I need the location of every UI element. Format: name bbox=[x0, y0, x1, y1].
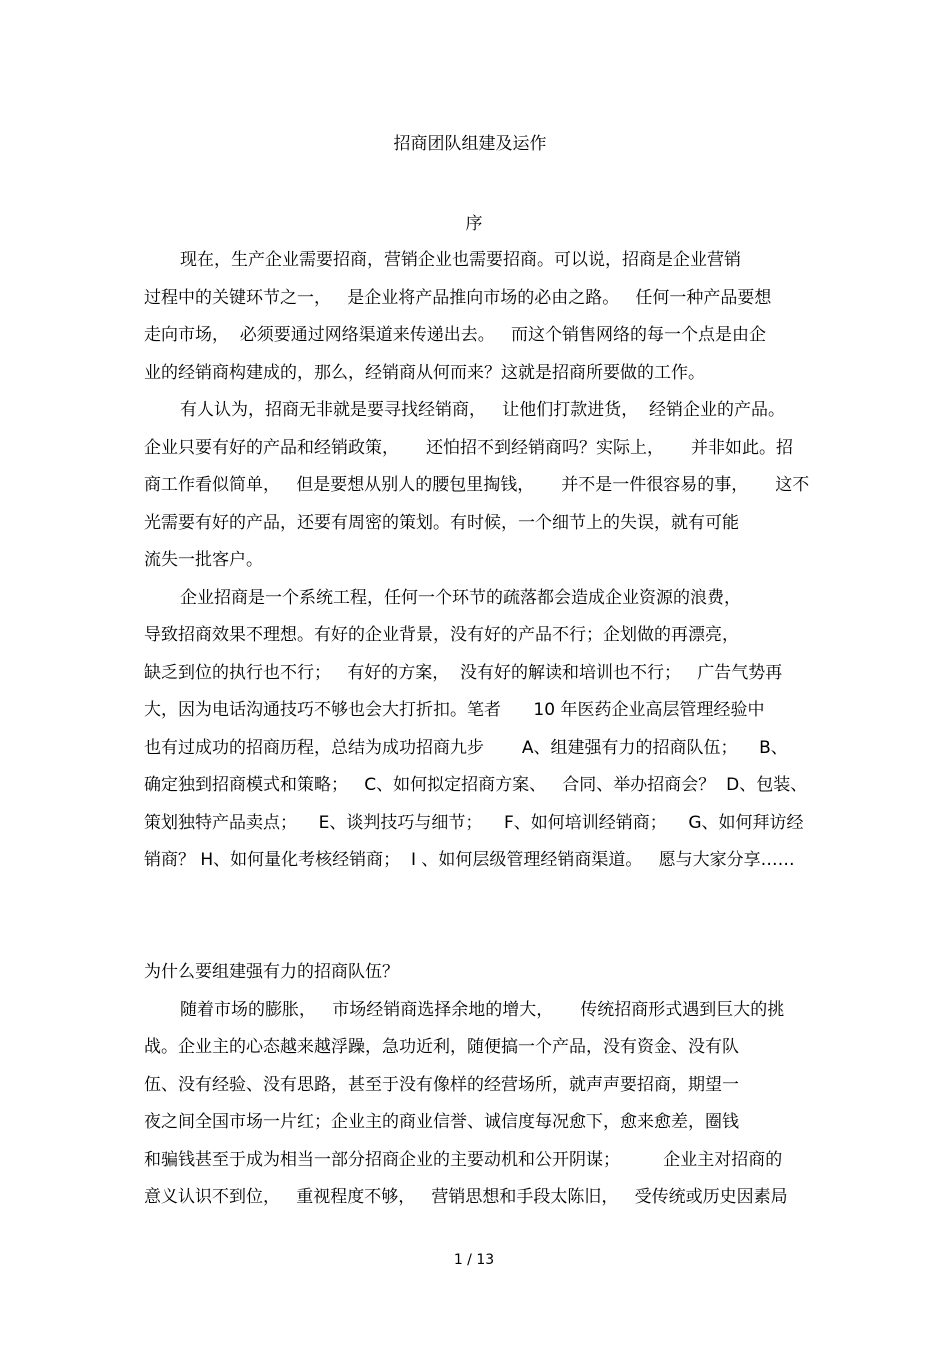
paragraph-line: 现在，生产企业需要招商，营销企业也需要招商。可以说，招商是企业营销 bbox=[180, 250, 741, 270]
paragraph-line: 也有过成功的招商历程，总结为成功招商九步 A、组建强有力的招商队伍； B、 bbox=[144, 738, 788, 758]
paragraph-line: 过程中的关键环节之一， 是企业将产品推向市场的必由之路。 任何一种产品要想 bbox=[144, 288, 772, 308]
paragraph-line: 夜之间全国市场一片红；企业主的商业信誉、诚信度每况愈下，愈来愈差，圈钱 bbox=[144, 1112, 739, 1132]
paragraph-line: 随着市场的膨胀， 市场经销商选择余地的增大， 传统招商形式遇到巨大的挑 bbox=[180, 1000, 785, 1020]
paragraph-line: 意义认识不到位， 重视程度不够， 营销思想和手段太陈旧， 受传统或历史因素局 bbox=[144, 1187, 788, 1207]
paragraph-line: 导致招商效果不理想。有好的企业背景，没有好的产品不行；企划做的再漂亮， bbox=[144, 625, 739, 645]
page-number: 1 / 13 bbox=[453, 1252, 495, 1268]
paragraph-line: 大，因为电话沟通技巧不够也会大打折扣。笔者 10 年医药企业高层管理经验中 bbox=[144, 700, 765, 720]
paragraph-line: 缺乏到位的执行也不行； 有好的方案， 没有好的解读和培训也不行； 广告气势再 bbox=[144, 663, 783, 683]
paragraph-line: 确定独到招商模式和策略； C、如何拟定招商方案、 合同、举办招商会？ D、包装、 bbox=[144, 775, 808, 795]
paragraph-line: 企业只要有好的产品和经销政策， 还怕招不到经销商吗？实际上， 并非如此。招 bbox=[144, 438, 794, 458]
paragraph-line: 流失一批客户。 bbox=[144, 550, 263, 570]
paragraph-line: 企业招商是一个系统工程，任何一个环节的疏落都会造成企业资源的浪费， bbox=[180, 588, 741, 608]
paragraph-line: 有人认为，招商无非就是要寻找经销商， 让他们打款进货， 经销企业的产品。 bbox=[180, 400, 786, 420]
paragraph-line: 策划独特产品卖点； E、谈判技巧与细节； F、如何培训经销商； G、如何拜访经 bbox=[144, 813, 804, 833]
paragraph-line: 伍、没有经验、没有思路，甚至于没有像样的经营场所，就声声要招商，期望一 bbox=[144, 1075, 739, 1095]
paragraph-line: 业的经销商构建成的，那么，经销商从何而来？这就是招商所要做的工作。 bbox=[144, 363, 705, 383]
preface-heading: 序 bbox=[465, 214, 483, 234]
paragraph-line: 销商？ H、如何量化考核经销商； I 、如何层级管理经销商渠道。 愿与大家分享…… bbox=[144, 850, 795, 870]
paragraph-line: 商工作看似简单， 但是要想从别人的腰包里掏钱， 并不是一件很容易的事， 这不 bbox=[144, 475, 810, 495]
paragraph-line: 战。企业主的心态越来越浮躁，急功近利，随便搞一个产品，没有资金、没有队 bbox=[144, 1037, 739, 1057]
paragraph-line: 走向市场， 必须要通过网络渠道来传递出去。 而这个销售网络的每一个点是由企 bbox=[144, 325, 767, 345]
document-title: 招商团队组建及运作 bbox=[393, 134, 547, 154]
paragraph-line: 和骗钱甚至于成为相当一部分招商企业的主要动机和公开阴谋； 企业主对招商的 bbox=[144, 1150, 783, 1170]
paragraph-line: 光需要有好的产品，还要有周密的策划。有时候，一个细节上的失误，就有可能 bbox=[144, 513, 739, 533]
section-heading: 为什么要组建强有力的招商队伍？ bbox=[144, 962, 399, 982]
